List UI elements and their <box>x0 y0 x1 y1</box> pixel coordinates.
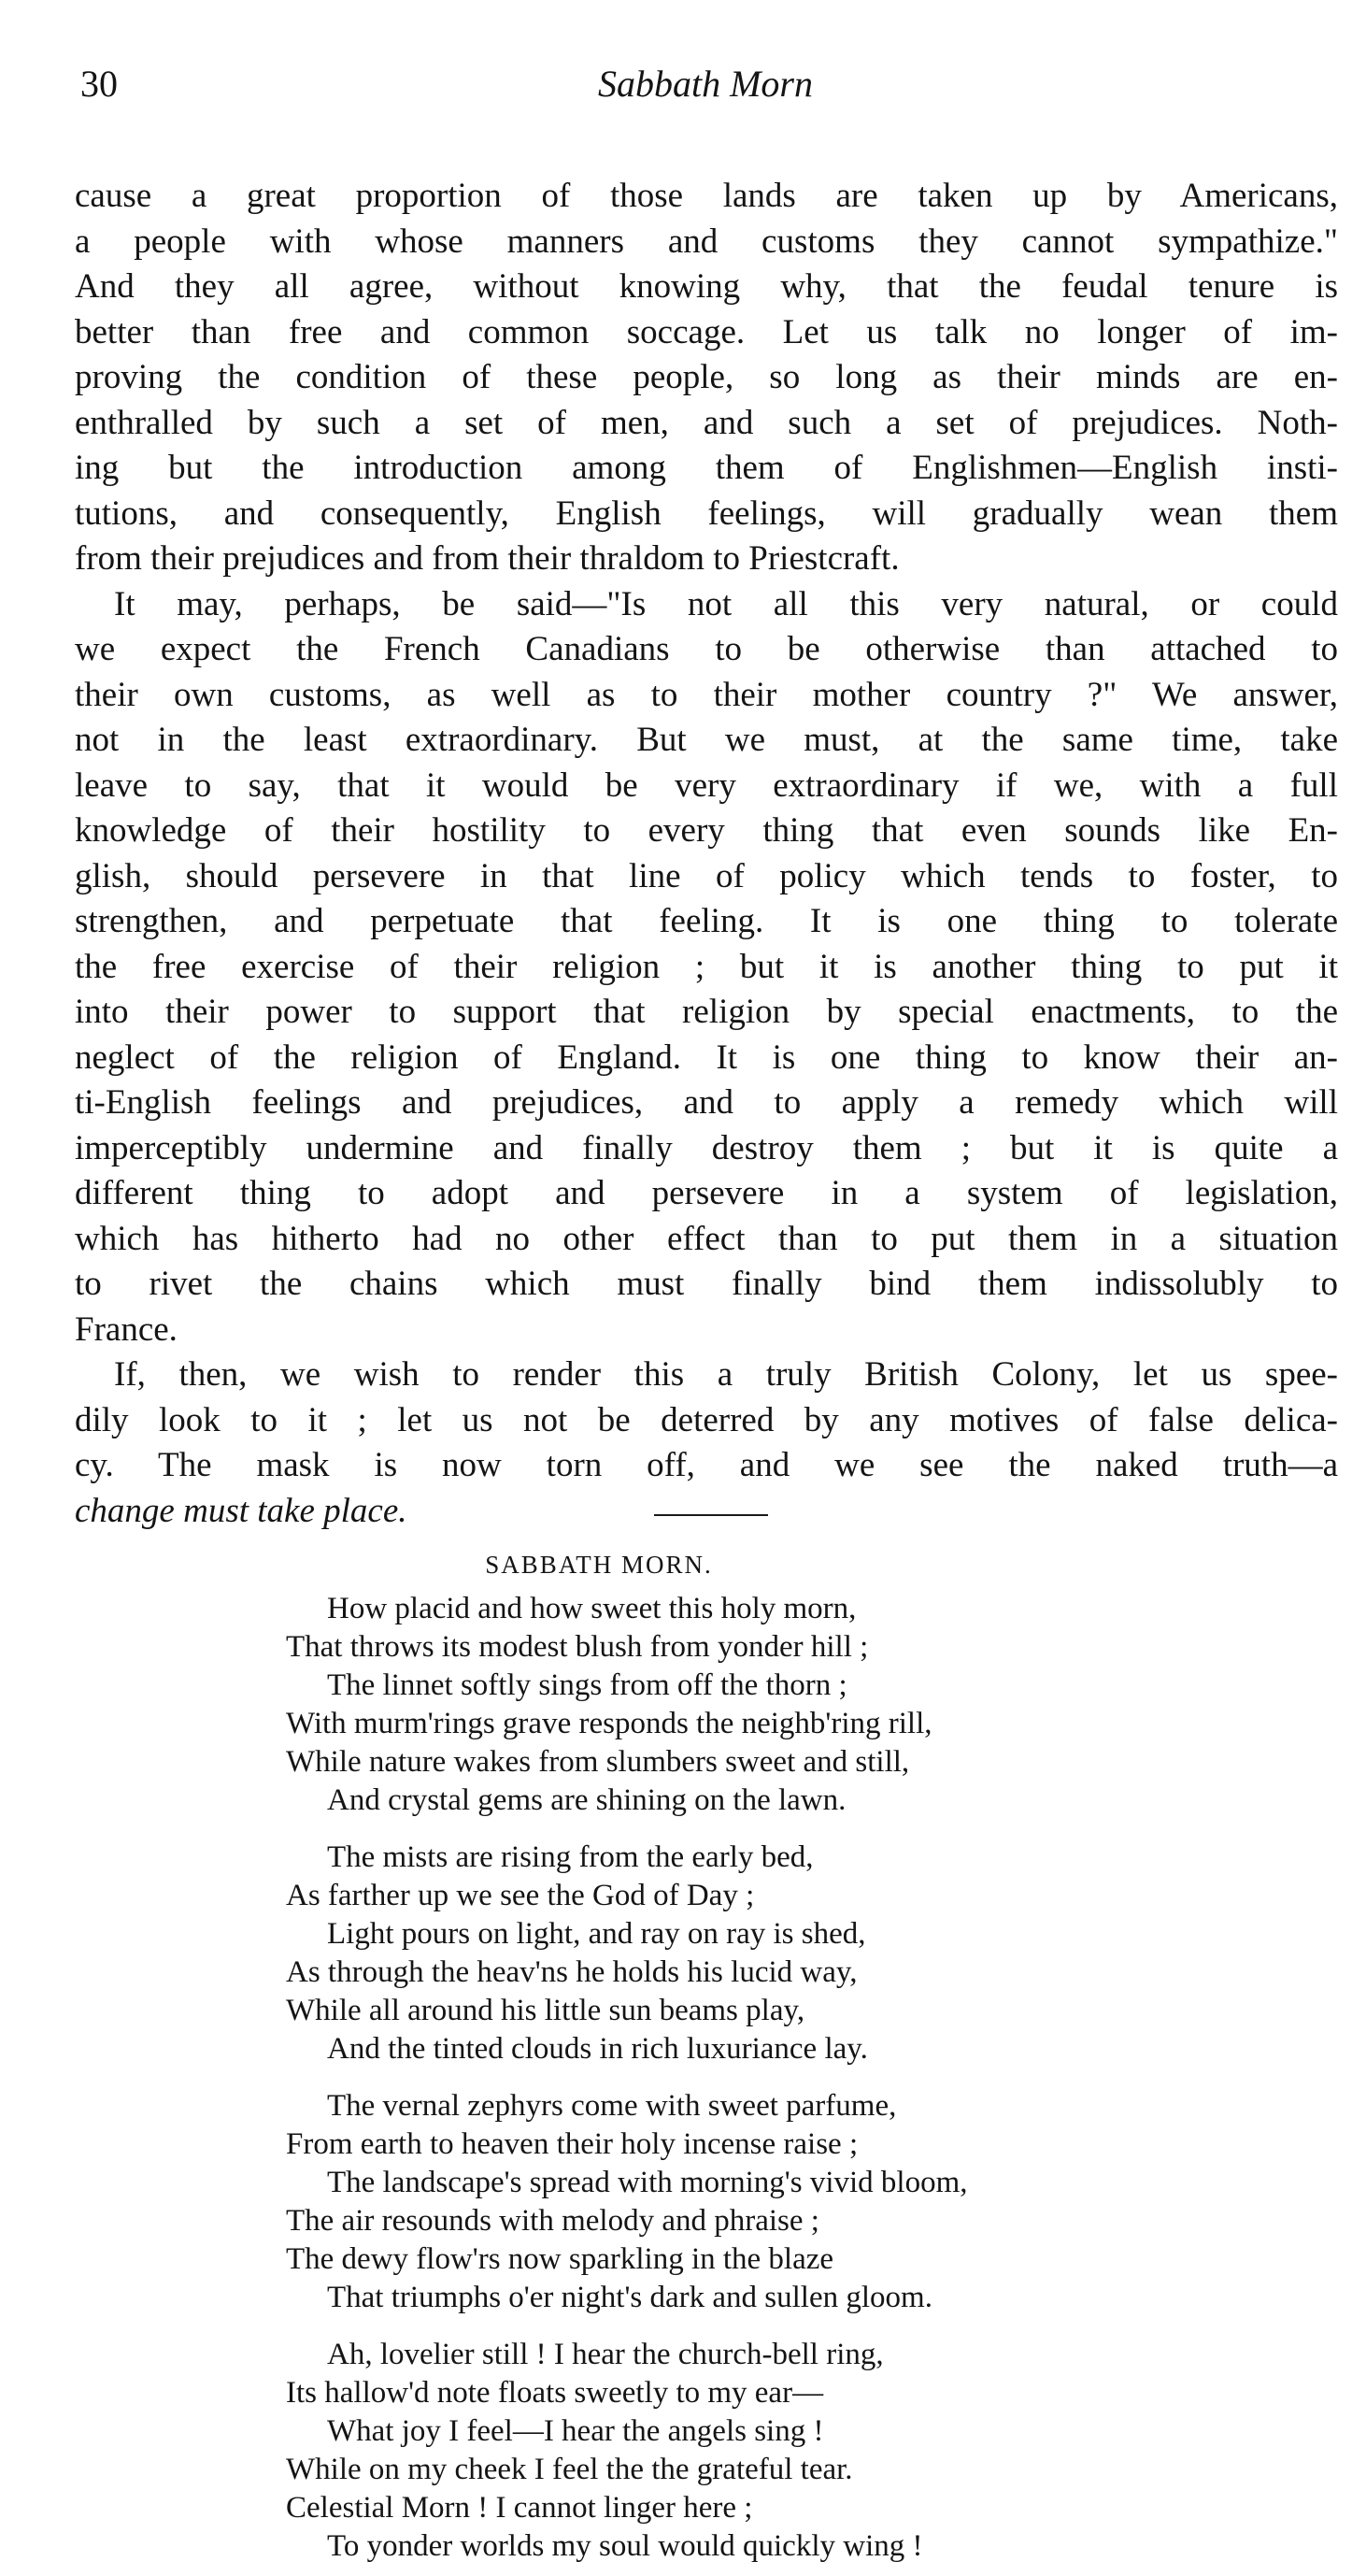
text-line: into their power to support that religion by special enactments, to the <box>75 993 1338 1031</box>
verse-line: Light pours on light, and ray on ray is shed, <box>327 1917 866 1951</box>
text-line: imperceptibly undermine and finally destroy them ; but it is quite a <box>75 1128 1338 1167</box>
text-line: to rivet the chains which must finally bind them indissolubly to <box>75 1265 1338 1303</box>
text-line: not in the least extraordinary. But we must, at the same time, take <box>75 721 1338 759</box>
poem-title: SABBATH MORN. <box>485 1551 713 1579</box>
page-header <box>75 58 1338 123</box>
paragraph-2 <box>75 582 1338 1353</box>
stanza-3 <box>286 2087 1127 2317</box>
verse-line: And crystal gems are shining on the lawn. <box>327 1783 847 1817</box>
text-line: cause a great proportion of those lands are taken up by Americans, <box>75 177 1338 215</box>
stanza-4 <box>286 2336 1127 2566</box>
closing-text: change must take place. <box>75 1491 407 1530</box>
text-line: glish, should persevere in that line of policy which tends to foster, to <box>75 856 1338 895</box>
verse-line: The landscape's spread with morning's vivid bloom, <box>327 2166 968 2199</box>
text-line: dily look to it ; let us not be deterred by any motives of false delica- <box>75 1400 1338 1439</box>
verse-line: The air resounds with melody and phraise ; <box>286 2204 819 2238</box>
verse-line: As through the heav'ns he holds his lucid way, <box>286 1955 858 1989</box>
text-line: enthralled by such a set of men, and such a set of prejudices. Noth- <box>75 403 1338 442</box>
text-line: And they all agree, without knowing why, that the feudal tenure is <box>75 267 1338 306</box>
verse-line: The vernal zephyrs come with sweet parfume, <box>327 2089 897 2123</box>
verse-line: Celestial Morn ! I cannot linger here ; <box>286 2491 753 2525</box>
verse-line: The dewy flow'rs now sparkling in the blaze <box>286 2242 834 2276</box>
text-line: their own customs, as well as to their mother country ?" We answer, <box>75 675 1338 714</box>
verse-line: What joy I feel—I hear the angels sing ! <box>327 2414 824 2448</box>
text-line: we expect the French Canadians to be otherwise than attached to <box>75 630 1338 668</box>
text-line: which has hitherto had no other effect than to put them in a situation <box>75 1219 1338 1258</box>
text-line: leave to say, that it would be very extraordinary if we, with a full <box>75 766 1338 805</box>
running-title: Sabbath Morn <box>598 63 813 105</box>
text-line: different thing to adopt and persevere in a system of legislation, <box>75 1174 1338 1212</box>
text-line: cy. The mask is now torn off, and we see the naked truth—a <box>75 1446 1338 1484</box>
page-number: 30 <box>80 63 118 105</box>
text-line: from their prejudices and from their thraldom to Priestcraft. <box>75 539 900 578</box>
verse-line: To yonder worlds my soul would quickly wing ! <box>327 2529 923 2563</box>
text-line: tutions, and consequently, English feelings, will gradually wean them <box>75 494 1338 533</box>
verse-line: Ah, lovelier still ! I hear the church-bell ring, <box>327 2338 884 2371</box>
verse-line: And the tinted clouds in rich luxuriance lay. <box>327 2032 868 2066</box>
stanza-1 <box>286 1590 1127 1820</box>
text-line: It may, perhaps, be said—"Is not all this very natural, or could <box>114 584 1338 623</box>
verse-line: While nature wakes from slumbers sweet and still, <box>286 1745 910 1779</box>
verse-line: Its hallow'd note floats sweetly to my ear— <box>286 2376 824 2410</box>
text-line: ti-English feelings and prejudices, and to apply a remedy which will <box>75 1083 1338 1122</box>
verse-line: That throws its modest blush from yonder hill ; <box>286 1630 869 1664</box>
text-line: neglect of the religion of England. It is one thing to know their an- <box>75 1038 1338 1077</box>
verse-line: The linnet softly sings from off the thorn ; <box>327 1668 847 1702</box>
paragraph-1 <box>75 174 1338 582</box>
verse-line: While all around his little sun beams play, <box>286 1994 805 2027</box>
text-line: ing but the introduction among them of Englishmen—English insti- <box>75 449 1338 487</box>
verse-line: That triumphs o'er night's dark and sullen gloom. <box>327 2281 932 2314</box>
poem <box>286 1549 1127 2566</box>
closing-line <box>75 1489 1338 1535</box>
verse-line: With murm'rings grave responds the neighb'ring rill, <box>286 1707 932 1740</box>
text-line: the free exercise of their religion ; but it is another thing to put it <box>75 947 1338 986</box>
verse-line: While on my cheek I feel the the grateful tear. <box>286 2453 853 2486</box>
text-line: If, then, we wish to render this a truly British Colony, let us spee- <box>114 1355 1338 1394</box>
text-line: better than free and common soccage. Let us talk no longer of im- <box>75 312 1338 351</box>
paragraph-3 <box>75 1352 1338 1534</box>
verse-line: The mists are rising from the early bed, <box>327 1840 814 1874</box>
text-line: France. <box>75 1309 178 1349</box>
text-line: proving the condition of these people, so long as their minds are en- <box>75 358 1338 396</box>
text-line: knowledge of their hostility to every thing that even sounds like En- <box>75 811 1338 850</box>
section-divider <box>654 1514 768 1516</box>
text-line: a people with whose manners and customs they cannot sympathize." <box>75 222 1338 261</box>
prose-body <box>75 174 1338 1534</box>
verse-line: From earth to heaven their holy incense raise ; <box>286 2127 859 2161</box>
verse-line: As farther up we see the God of Day ; <box>286 1879 755 1912</box>
verse-line: How placid and how sweet this holy morn, <box>327 1592 857 1625</box>
book-page <box>75 58 1338 2563</box>
stanza-2 <box>286 1839 1127 2068</box>
text-line: strengthen, and perpetuate that feeling. It is one thing to tolerate <box>75 902 1338 940</box>
